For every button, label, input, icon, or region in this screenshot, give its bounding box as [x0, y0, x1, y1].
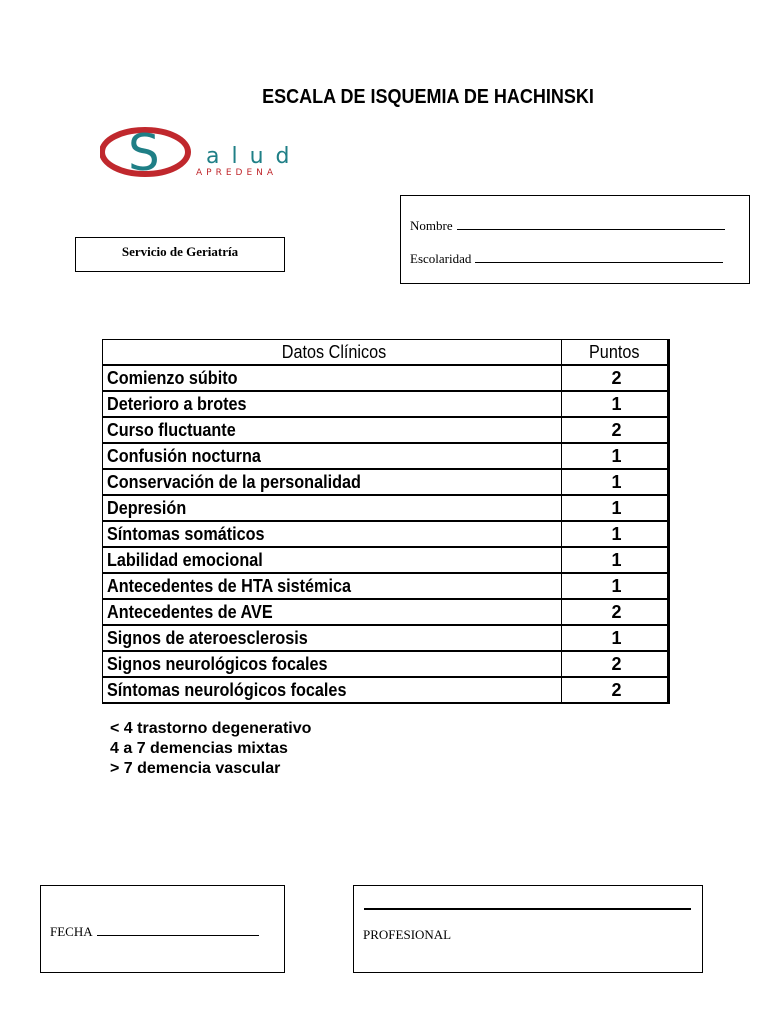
clinical-item-label: Curso fluctuante	[103, 417, 562, 443]
clinical-item-points: 2	[562, 599, 669, 625]
table-row	[103, 677, 669, 703]
clinical-item-label: Antecedentes de AVE	[103, 599, 562, 625]
fecha-field[interactable]	[50, 924, 259, 940]
professional-signature-box	[353, 885, 703, 973]
logo-subtitle: APREDENA	[196, 168, 278, 178]
clinical-item-label: Síntomas somáticos	[103, 521, 562, 547]
table-row	[103, 521, 669, 547]
table-row	[103, 547, 669, 573]
document-title: ESCALA DE ISQUEMIA DE HACHINSKI	[262, 86, 594, 108]
clinical-item-points: 2	[562, 677, 669, 703]
clinical-item-label: Antecedentes de HTA sistémica	[103, 573, 562, 599]
nombre-blank-line[interactable]	[457, 218, 725, 230]
service-label: Servicio de Geriatría	[121, 244, 239, 259]
clinical-item-label: Deterioro a brotes	[103, 391, 562, 417]
clinical-item-points: 1	[562, 573, 669, 599]
table-row	[103, 599, 669, 625]
service-box	[75, 237, 285, 272]
table-row	[103, 625, 669, 651]
escolaridad-field[interactable]	[410, 251, 723, 267]
logo-letter-s: S	[128, 126, 160, 182]
table-row	[103, 365, 669, 391]
escolaridad-label: Escolaridad	[410, 251, 472, 266]
legend-line: 4 a 7 demencias mixtas	[110, 740, 288, 757]
nombre-label: Nombre	[410, 218, 453, 233]
profesional-label: PROFESIONAL	[363, 927, 452, 942]
clinical-item-points: 1	[562, 469, 669, 495]
signature-line[interactable]	[364, 908, 691, 910]
clinical-item-points: 1	[562, 521, 669, 547]
table-row	[103, 417, 669, 443]
header-datos-clinicos: Datos Clínicos	[103, 340, 562, 366]
clinical-item-label: Síntomas neurológicos focales	[103, 677, 562, 703]
salud-apredena-logo	[100, 126, 330, 182]
clinical-data-table	[102, 339, 670, 704]
patient-info-box	[400, 195, 750, 284]
clinical-item-label: Signos neurológicos focales	[103, 651, 562, 677]
legend-line: < 4 trastorno degenerativo	[110, 720, 312, 737]
table-row	[103, 651, 669, 677]
table-row	[103, 391, 669, 417]
header-puntos: Puntos	[562, 340, 669, 366]
table-row	[103, 573, 669, 599]
clinical-item-points: 1	[562, 495, 669, 521]
table-row	[103, 469, 669, 495]
clinical-item-points: 2	[562, 651, 669, 677]
clinical-item-label: Labilidad emocional	[103, 547, 562, 573]
clinical-item-label: Comienzo súbito	[103, 365, 562, 391]
escolaridad-blank-line[interactable]	[475, 251, 723, 263]
clinical-item-label: Depresión	[103, 495, 562, 521]
clinical-item-points: 1	[562, 443, 669, 469]
clinical-item-label: Signos de ateroesclerosis	[103, 625, 562, 651]
clinical-item-points: 1	[562, 547, 669, 573]
clinical-item-label: Confusión nocturna	[103, 443, 562, 469]
date-box	[40, 885, 285, 973]
clinical-item-points: 2	[562, 417, 669, 443]
table-header-row	[103, 340, 669, 366]
clinical-item-points: 1	[562, 625, 669, 651]
table-row	[103, 443, 669, 469]
table-row	[103, 495, 669, 521]
clinical-item-points: 2	[562, 365, 669, 391]
logo-word: alud	[206, 144, 302, 169]
fecha-label: FECHA	[50, 924, 93, 939]
fecha-blank-line[interactable]	[97, 924, 259, 936]
clinical-item-points: 1	[562, 391, 669, 417]
legend-line: > 7 demencia vascular	[110, 760, 281, 777]
clinical-item-label: Conservación de la personalidad	[103, 469, 562, 495]
interpretation-legend	[110, 719, 311, 779]
nombre-field[interactable]	[410, 218, 725, 234]
